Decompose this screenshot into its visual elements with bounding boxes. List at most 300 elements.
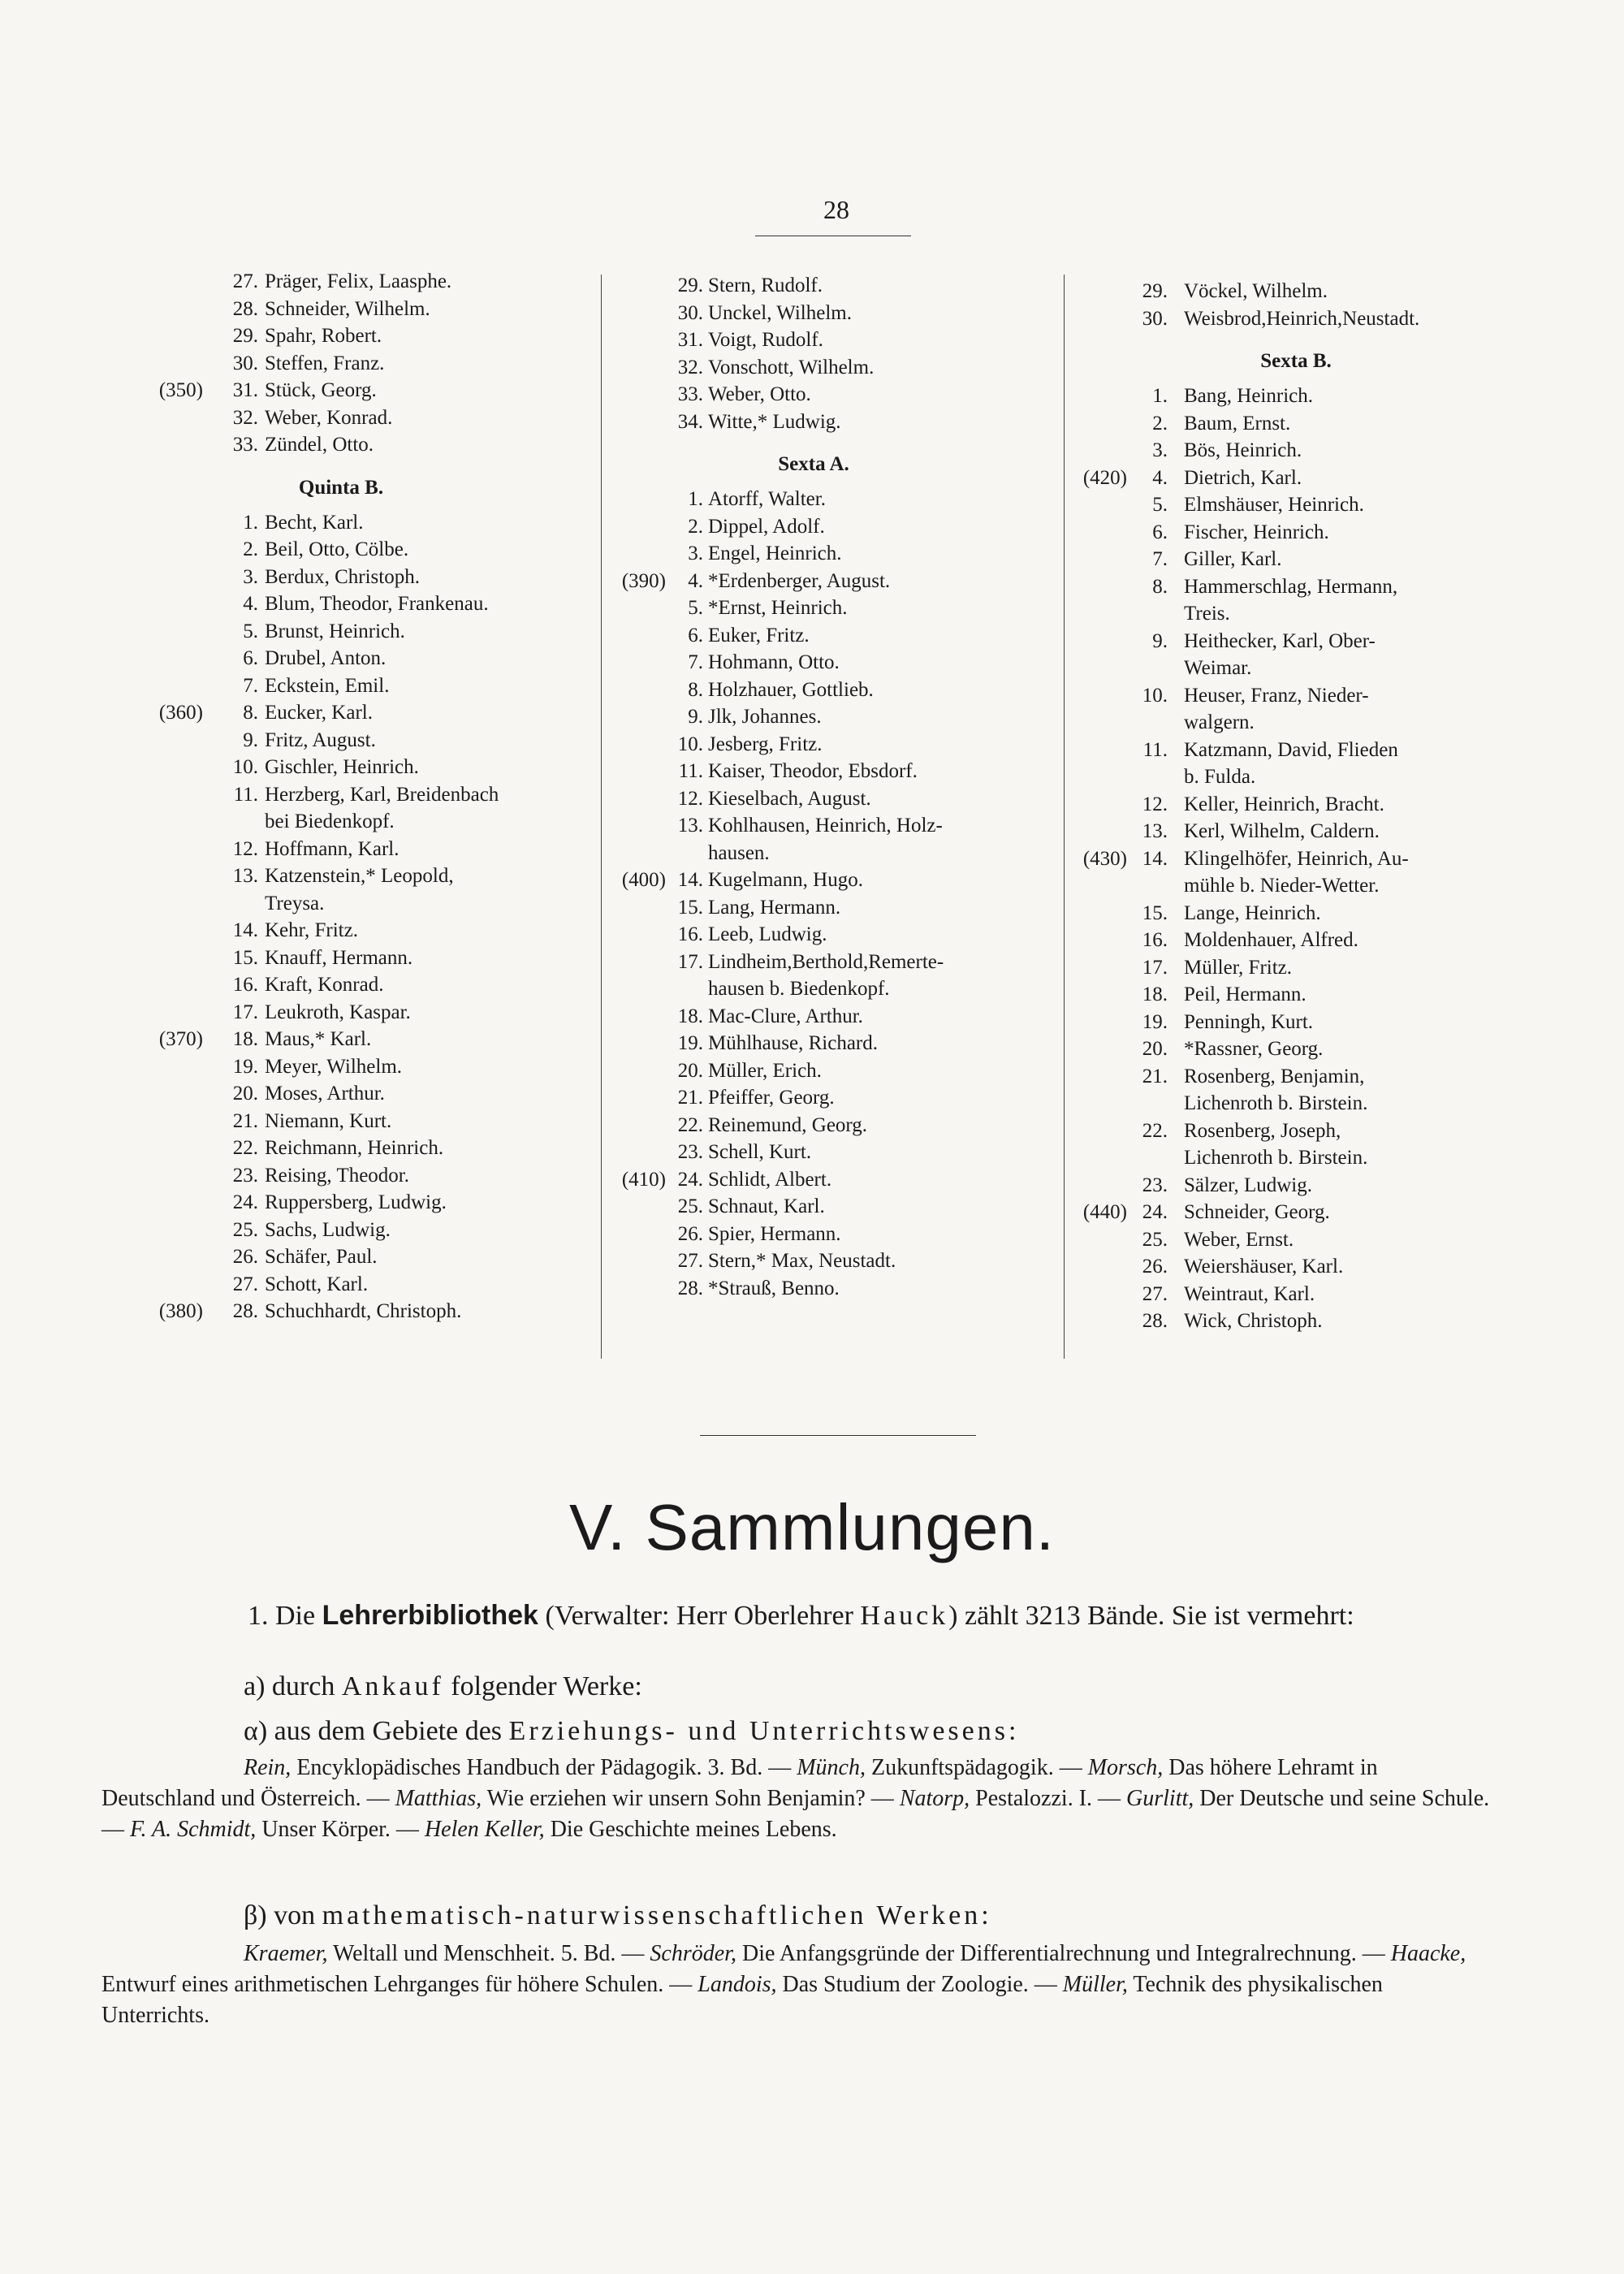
student-number: 28. bbox=[232, 1300, 258, 1322]
student-number: 23. bbox=[232, 1164, 258, 1187]
student-number: 15. bbox=[677, 896, 703, 919]
student-row bbox=[114, 1053, 568, 1081]
student-name: Maus,* Karl. bbox=[265, 1028, 372, 1050]
student-name: Mac-Clure, Arthur. bbox=[708, 1005, 863, 1027]
student-row bbox=[1052, 954, 1540, 982]
student-row bbox=[114, 1271, 568, 1299]
student-row bbox=[586, 949, 1041, 976]
student-row bbox=[586, 272, 1041, 300]
ref-author: F. A. Schmidt, bbox=[130, 1817, 257, 1842]
student-row bbox=[114, 1243, 568, 1271]
count-marker: (390) bbox=[621, 569, 666, 592]
student-name: Weimar. bbox=[1184, 657, 1252, 679]
ref-title: Der Deutsche und seine Schule. — bbox=[102, 1786, 1490, 1842]
student-number: 4. bbox=[243, 593, 258, 615]
student-name: Drubel, Anton. bbox=[265, 647, 387, 669]
student-name: Schnaut, Karl. bbox=[708, 1195, 825, 1217]
student-row bbox=[1052, 278, 1540, 305]
student-name: Reinemund, Georg. bbox=[708, 1113, 868, 1136]
student-number: 6. bbox=[1152, 521, 1168, 543]
student-name: Fritz, August. bbox=[265, 728, 376, 751]
student-number: 23. bbox=[677, 1141, 703, 1163]
student-number: 7. bbox=[243, 674, 258, 697]
student-name: Heuser, Franz, Nieder- bbox=[1184, 684, 1369, 707]
p1-bold: Lehrerbibliothek bbox=[322, 1600, 538, 1631]
student-name: hausen b. Biedenkopf. bbox=[708, 978, 890, 1000]
student-row bbox=[586, 785, 1041, 813]
class-heading: Quinta B. bbox=[298, 476, 384, 499]
student-number: 16. bbox=[1142, 929, 1168, 951]
student-name: Kieselbach, August. bbox=[708, 787, 871, 810]
student-name: bei Biedenkopf. bbox=[265, 811, 395, 832]
student-row bbox=[586, 812, 1041, 840]
student-number: 34. bbox=[677, 410, 703, 433]
student-name: Moses, Arthur. bbox=[265, 1083, 385, 1105]
student-row bbox=[114, 945, 568, 972]
student-number: 25. bbox=[232, 1218, 258, 1241]
p1-name: Hauck bbox=[860, 1601, 949, 1631]
student-number: 20. bbox=[677, 1059, 703, 1082]
student-row bbox=[1052, 1199, 1540, 1226]
student-row bbox=[586, 1139, 1041, 1166]
student-name: Peil, Hermann. bbox=[1184, 984, 1307, 1005]
student-name: *Strauß, Benno. bbox=[708, 1277, 840, 1299]
column-divider bbox=[601, 275, 602, 1359]
student-number: 2. bbox=[1152, 412, 1168, 434]
student-name: Kraft, Konrad. bbox=[265, 974, 384, 996]
student-number: 24. bbox=[232, 1191, 258, 1213]
student-name: mühle b. Nieder-Wetter. bbox=[1184, 875, 1380, 897]
alpha-heading bbox=[244, 1716, 1019, 1747]
student-name: Reising, Theodor. bbox=[265, 1164, 410, 1187]
student-row bbox=[1052, 628, 1540, 655]
ref-author: Matthias, bbox=[395, 1786, 482, 1811]
student-row bbox=[586, 1275, 1041, 1303]
student-row bbox=[1052, 1172, 1540, 1200]
student-name: Schäfer, Paul. bbox=[265, 1246, 378, 1268]
student-name: Baum, Ernst. bbox=[1184, 412, 1291, 434]
student-row bbox=[586, 486, 1041, 513]
student-number: 27. bbox=[232, 1273, 258, 1295]
ref-title: Pestalozzi. I. — bbox=[970, 1786, 1127, 1811]
student-number: 22. bbox=[677, 1113, 703, 1136]
student-number: 29. bbox=[232, 325, 258, 347]
student-row bbox=[114, 1298, 568, 1325]
student-row bbox=[1052, 1253, 1540, 1281]
student-name: Müller, Fritz. bbox=[1184, 956, 1293, 979]
student-row bbox=[114, 1135, 568, 1162]
student-row bbox=[114, 268, 568, 296]
student-number: 4. bbox=[1152, 466, 1168, 489]
ref-title: Das höhere Lehramt in Deutschland und Österreich. — bbox=[102, 1755, 1378, 1811]
student-number: 10. bbox=[232, 756, 258, 778]
student-name: Vonschott, Wilhelm. bbox=[708, 356, 875, 378]
ref-author: Landois, bbox=[698, 1972, 777, 1997]
student-name: Atorff, Walter. bbox=[708, 488, 826, 510]
student-name: Becht, Karl. bbox=[265, 511, 364, 534]
student-row bbox=[1052, 546, 1540, 573]
student-name: Schneider, Georg. bbox=[1184, 1201, 1330, 1223]
student-number: 29. bbox=[1142, 280, 1168, 302]
student-row bbox=[1052, 1090, 1540, 1118]
science-works-list bbox=[102, 1939, 1494, 2031]
student-number: 4. bbox=[688, 569, 703, 592]
student-name: Weintraut, Karl. bbox=[1184, 1282, 1315, 1305]
student-row bbox=[586, 300, 1041, 327]
student-row bbox=[114, 862, 568, 890]
student-name: Jlk, Johannes. bbox=[708, 706, 822, 728]
student-number: 28. bbox=[232, 297, 258, 320]
student-number: 30. bbox=[232, 352, 258, 374]
student-name: Wick, Christoph. bbox=[1184, 1310, 1323, 1332]
student-name: Kerl, Wilhelm, Caldern. bbox=[1184, 820, 1380, 842]
student-row bbox=[1052, 1035, 1540, 1063]
student-name: Klingelhöfer, Heinrich, Au- bbox=[1184, 847, 1409, 870]
ref-author: Haacke, bbox=[1390, 1941, 1466, 1966]
student-name: Bang, Heinrich. bbox=[1184, 385, 1313, 407]
student-name: Kehr, Fritz. bbox=[265, 919, 358, 941]
library-paragraph bbox=[102, 1596, 1494, 1636]
student-row bbox=[1052, 465, 1540, 492]
count-marker: (370) bbox=[158, 1028, 203, 1050]
student-name: Lichenroth b. Birstein. bbox=[1184, 1092, 1368, 1114]
student-number: 11. bbox=[233, 783, 258, 806]
student-name: Lindheim,Berthold,Remerte- bbox=[708, 950, 944, 973]
student-row bbox=[1052, 900, 1540, 927]
student-number: 21. bbox=[232, 1109, 258, 1132]
student-number: 5. bbox=[243, 620, 258, 642]
student-number: 12. bbox=[232, 837, 258, 860]
student-row bbox=[586, 381, 1041, 409]
student-number: 9. bbox=[243, 728, 258, 751]
student-name: Hammerschlag, Hermann, bbox=[1184, 575, 1398, 598]
student-name: Brunst, Heinrich. bbox=[265, 620, 405, 642]
student-number: 17. bbox=[232, 1001, 258, 1023]
student-row bbox=[1052, 981, 1540, 1009]
student-row bbox=[114, 699, 568, 727]
student-row bbox=[114, 404, 568, 432]
student-name: Hohmann, Otto. bbox=[708, 651, 840, 673]
student-name: Rosenberg, Benjamin, bbox=[1184, 1065, 1365, 1087]
student-row bbox=[114, 296, 568, 323]
student-number: 31. bbox=[232, 379, 258, 401]
student-name: Treis. bbox=[1184, 603, 1230, 625]
a-suffix: folgender Werke: bbox=[443, 1671, 642, 1701]
count-marker: (420) bbox=[1082, 466, 1127, 489]
student-name: Euker, Fritz. bbox=[708, 624, 810, 646]
ref-title: Wie erziehen wir unsern Sohn Benjamin? — bbox=[482, 1786, 900, 1811]
student-name: Schlidt, Albert. bbox=[708, 1168, 832, 1191]
beta-spaced: mathematisch-naturwissenschaftlichen Werken: bbox=[322, 1900, 992, 1930]
student-name: Schneider, Wilhelm. bbox=[265, 297, 430, 320]
student-name: Meyer, Wilhelm. bbox=[265, 1055, 403, 1078]
student-row bbox=[1052, 519, 1540, 547]
student-row bbox=[114, 590, 568, 618]
column-divider bbox=[1064, 275, 1065, 1359]
a-spaced: Ankauf bbox=[341, 1671, 444, 1701]
student-number: 28. bbox=[1142, 1310, 1168, 1332]
student-name: Spahr, Robert. bbox=[265, 325, 382, 347]
student-name: Leukroth, Kaspar. bbox=[265, 1001, 411, 1023]
student-row bbox=[586, 1112, 1041, 1139]
student-name: Eucker, Karl. bbox=[265, 702, 373, 724]
student-name: *Rassner, Georg. bbox=[1184, 1038, 1324, 1060]
student-name: Schott, Karl. bbox=[265, 1273, 369, 1295]
student-number: 9. bbox=[688, 706, 703, 728]
student-row bbox=[114, 890, 568, 918]
student-name: Katzmann, David, Flieden bbox=[1184, 738, 1398, 761]
student-row bbox=[586, 568, 1041, 595]
beta-prefix: β) von bbox=[244, 1900, 322, 1930]
student-name: Gischler, Heinrich. bbox=[265, 756, 419, 778]
student-row bbox=[114, 536, 568, 564]
student-number: 30. bbox=[1142, 307, 1168, 330]
student-number: 10. bbox=[677, 733, 703, 755]
student-name: Kugelmann, Hugo. bbox=[708, 869, 863, 891]
student-name: Herzberg, Karl, Breidenbach bbox=[265, 783, 499, 806]
student-name: Voigt, Rudolf. bbox=[708, 329, 823, 351]
student-row bbox=[586, 649, 1041, 677]
student-number: 24. bbox=[677, 1168, 703, 1191]
student-name: Müller, Erich. bbox=[708, 1059, 822, 1082]
student-name: Beil, Otto, Cölbe. bbox=[265, 538, 409, 560]
student-name: Reichmann, Heinrich. bbox=[265, 1137, 444, 1159]
student-number: 26. bbox=[1142, 1256, 1168, 1278]
student-row bbox=[586, 677, 1041, 704]
class-heading: Sexta B. bbox=[1260, 350, 1332, 372]
student-number: 19. bbox=[232, 1055, 258, 1078]
student-number: 2. bbox=[688, 515, 703, 538]
ref-author: Helen Keller, bbox=[424, 1817, 545, 1842]
student-number: 27. bbox=[232, 270, 258, 292]
student-row bbox=[586, 867, 1041, 894]
student-row bbox=[586, 975, 1041, 1003]
student-name: Weisbrod,Heinrich,Neustadt. bbox=[1184, 307, 1420, 330]
student-number: 20. bbox=[1142, 1038, 1168, 1060]
student-row bbox=[586, 1030, 1041, 1057]
student-number: 9. bbox=[1152, 629, 1168, 652]
student-row bbox=[1052, 1308, 1540, 1335]
student-row bbox=[1052, 763, 1540, 791]
student-list-column-2 bbox=[586, 272, 1041, 1302]
student-number: 27. bbox=[1142, 1282, 1168, 1305]
alpha-prefix: α) aus dem Gebiete des bbox=[244, 1716, 509, 1746]
student-name: Präger, Felix, Laasphe. bbox=[265, 270, 452, 292]
student-number: 3. bbox=[1152, 439, 1168, 461]
student-row bbox=[1052, 1009, 1540, 1036]
student-row bbox=[586, 622, 1041, 650]
ref-title: Technik des physikalischen Unterrichts. bbox=[102, 1972, 1383, 2028]
student-row bbox=[586, 1166, 1041, 1194]
student-name: Zündel, Otto. bbox=[265, 434, 374, 456]
count-marker: (360) bbox=[158, 702, 203, 724]
student-row bbox=[586, 1003, 1041, 1031]
student-name: Weiershäuser, Karl. bbox=[1184, 1256, 1344, 1278]
student-number: 32. bbox=[677, 356, 703, 378]
student-number: 15. bbox=[1142, 901, 1168, 924]
student-name: Moldenhauer, Alfred. bbox=[1184, 929, 1358, 951]
student-name: Weber, Konrad. bbox=[265, 406, 393, 429]
student-name: Eckstein, Emil. bbox=[265, 674, 390, 697]
student-row bbox=[586, 354, 1041, 382]
student-row bbox=[586, 594, 1041, 622]
count-marker: (380) bbox=[158, 1300, 203, 1322]
student-number: 18. bbox=[232, 1028, 258, 1050]
beta-heading bbox=[244, 1900, 992, 1931]
section-divider bbox=[700, 1435, 976, 1436]
student-number: 10. bbox=[1142, 684, 1168, 707]
ref-title: Die Geschichte meines Lebens. bbox=[544, 1817, 837, 1842]
student-name: Sälzer, Ludwig. bbox=[1184, 1174, 1312, 1196]
student-row bbox=[586, 540, 1041, 568]
ref-title: Weltall und Menschheit. 5. Bd. — bbox=[327, 1941, 650, 1966]
student-row bbox=[114, 999, 568, 1027]
student-number: 21. bbox=[677, 1087, 703, 1109]
student-number: 33. bbox=[232, 434, 258, 456]
student-number: 6. bbox=[688, 624, 703, 646]
student-name: Lichenroth b. Birstein. bbox=[1184, 1147, 1368, 1169]
student-name: Elmshäuser, Heinrich. bbox=[1184, 494, 1364, 516]
student-row bbox=[586, 409, 1041, 436]
student-number: 22. bbox=[1142, 1119, 1168, 1142]
student-name: Niemann, Kurt. bbox=[265, 1109, 392, 1132]
student-number: 11. bbox=[678, 760, 703, 782]
student-row bbox=[114, 1162, 568, 1190]
student-name: Dietrich, Karl. bbox=[1184, 466, 1302, 489]
student-number: 8. bbox=[243, 702, 258, 724]
student-row bbox=[1052, 437, 1540, 465]
student-number: 16. bbox=[677, 923, 703, 945]
education-works-list bbox=[102, 1753, 1494, 1845]
student-row bbox=[586, 513, 1041, 541]
student-number: 7. bbox=[1152, 548, 1168, 570]
ref-title: Zukunftspädagogik. — bbox=[865, 1755, 1088, 1780]
student-number: 20. bbox=[232, 1083, 258, 1105]
student-number: 14. bbox=[1142, 847, 1168, 870]
ref-title: Die Anfangsgründe der Differentialrechnung und Integralrechnung. — bbox=[736, 1941, 1391, 1966]
student-name: walgern. bbox=[1184, 711, 1255, 733]
student-row bbox=[114, 350, 568, 378]
student-row bbox=[586, 731, 1041, 759]
student-name: Stück, Georg. bbox=[265, 379, 377, 401]
alpha-spaced: Erziehungs- und Unterrichtswesens: bbox=[508, 1716, 1020, 1746]
count-marker: (430) bbox=[1082, 847, 1127, 870]
student-row bbox=[1052, 737, 1540, 764]
student-row bbox=[114, 1108, 568, 1135]
student-number: 19. bbox=[1142, 1010, 1168, 1033]
student-row bbox=[586, 1057, 1041, 1085]
student-number: 11. bbox=[1142, 738, 1168, 761]
student-number: 22. bbox=[232, 1137, 258, 1159]
student-row bbox=[586, 894, 1041, 922]
student-name: Kohlhausen, Heinrich, Holz- bbox=[708, 815, 943, 837]
student-number: 16. bbox=[232, 974, 258, 996]
student-number: 17. bbox=[1142, 956, 1168, 979]
student-name: Leeb, Ludwig. bbox=[708, 923, 827, 945]
student-name: Berdux, Christoph. bbox=[265, 565, 420, 588]
student-name: Witte,* Ludwig. bbox=[708, 410, 841, 433]
student-number: 29. bbox=[677, 275, 703, 296]
student-name: Pfeiffer, Georg. bbox=[708, 1087, 835, 1109]
student-number: 27. bbox=[677, 1250, 703, 1272]
student-name: Lange, Heinrich. bbox=[1184, 901, 1321, 924]
student-name: Kaiser, Theodor, Ebsdorf. bbox=[708, 760, 918, 782]
ref-title: Das Studium der Zoologie. — bbox=[776, 1972, 1063, 1997]
student-row bbox=[114, 377, 568, 404]
student-row bbox=[1052, 1144, 1540, 1172]
a-prefix: a) durch bbox=[244, 1671, 342, 1701]
student-list-column-3 bbox=[1052, 278, 1540, 1335]
ref-author: Rein, bbox=[244, 1755, 292, 1780]
ref-title: Entwurf eines arithmetischen Lehrganges für höhere Schulen. — bbox=[102, 1972, 698, 1997]
ref-title: Unser Körper. — bbox=[256, 1817, 425, 1842]
student-row bbox=[114, 509, 568, 537]
student-name: b. Fulda. bbox=[1184, 766, 1256, 788]
student-number: 26. bbox=[677, 1222, 703, 1245]
count-marker: (350) bbox=[158, 379, 203, 401]
count-marker: (440) bbox=[1082, 1201, 1127, 1223]
student-number: 14. bbox=[232, 919, 258, 941]
student-row bbox=[1052, 845, 1540, 873]
student-name: Dippel, Adolf. bbox=[708, 515, 825, 538]
student-row bbox=[114, 727, 568, 754]
student-number: 12. bbox=[677, 787, 703, 810]
student-name: Heithecker, Karl, Ober- bbox=[1184, 629, 1376, 652]
student-row bbox=[586, 758, 1041, 785]
student-name: Ruppersberg, Ludwig. bbox=[265, 1191, 447, 1213]
student-name: Spier, Hermann. bbox=[708, 1222, 841, 1245]
student-number: 33. bbox=[677, 383, 703, 405]
student-row bbox=[586, 840, 1041, 867]
student-row bbox=[586, 1221, 1041, 1248]
student-number: 7. bbox=[688, 651, 703, 673]
student-name: hausen. bbox=[708, 841, 770, 864]
student-row bbox=[114, 781, 568, 809]
student-number: 3. bbox=[243, 565, 258, 588]
student-number: 2. bbox=[243, 538, 258, 560]
student-row bbox=[1052, 927, 1540, 954]
student-number: 25. bbox=[677, 1195, 703, 1217]
student-name: Lang, Hermann. bbox=[708, 896, 841, 919]
count-marker: (400) bbox=[621, 869, 666, 891]
student-number: 13. bbox=[677, 815, 703, 837]
student-row bbox=[114, 645, 568, 672]
student-number: 5. bbox=[1152, 494, 1168, 516]
student-row bbox=[1052, 600, 1540, 628]
student-row bbox=[1052, 872, 1540, 900]
student-name: Stern, Rudolf. bbox=[708, 275, 823, 296]
count-marker: (410) bbox=[621, 1168, 666, 1191]
student-name: Schell, Kurt. bbox=[708, 1141, 812, 1163]
student-name: Fischer, Heinrich. bbox=[1184, 521, 1329, 543]
student-number: 1. bbox=[243, 511, 258, 534]
student-row bbox=[586, 703, 1041, 731]
ref-author: Gurlitt, bbox=[1126, 1786, 1194, 1811]
student-name: Katzenstein,* Leopold, bbox=[265, 865, 454, 887]
student-number: 8. bbox=[688, 678, 703, 701]
student-name: *Erdenberger, August. bbox=[708, 569, 891, 592]
student-name: Schuchhardt, Christoph. bbox=[265, 1300, 462, 1322]
acquisition-line bbox=[244, 1671, 642, 1702]
student-number: 30. bbox=[677, 301, 703, 324]
student-row bbox=[1052, 818, 1540, 845]
ref-author: Kraemer, bbox=[244, 1941, 328, 1966]
student-row bbox=[1052, 1281, 1540, 1308]
student-name: Sachs, Ludwig. bbox=[265, 1218, 391, 1241]
student-number: 3. bbox=[688, 543, 703, 564]
student-row bbox=[114, 618, 568, 646]
student-number: 6. bbox=[243, 647, 258, 669]
